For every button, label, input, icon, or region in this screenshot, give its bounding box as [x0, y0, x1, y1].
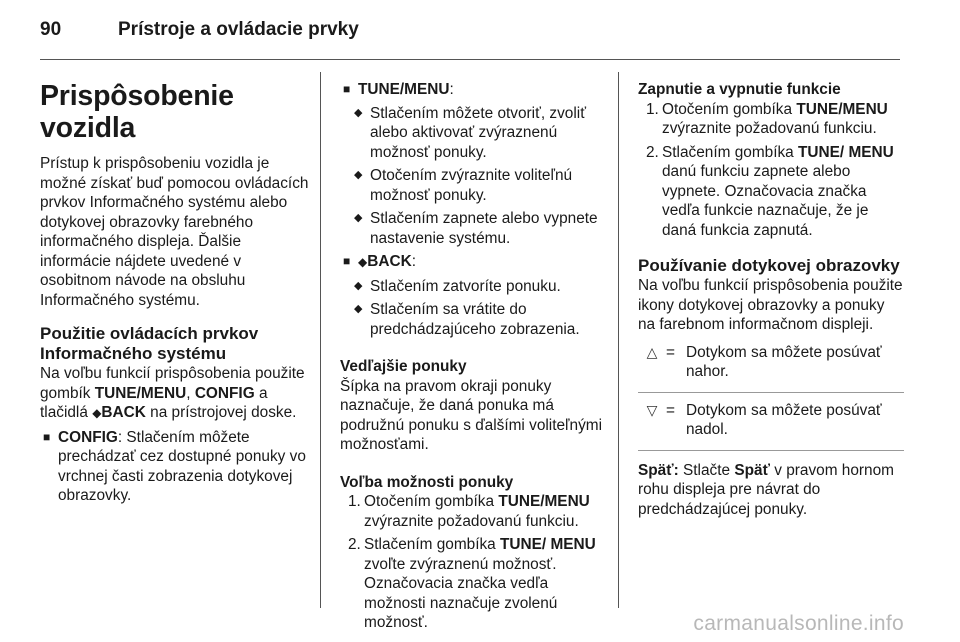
- tune-item-text: Stlačením zapnete alebo vypnete nastavenie systému.: [370, 210, 598, 247]
- intro-paragraph: Prístup k prispôsobeniu vozidla je možné získať buď pomocou ovládacích prvkov Informačného systému alebo dotykovej obrazovky farebného informačného displeja. Ďalšie informácie nájdete uvedené v osobitnom návode na obsluhu Informačného systému.: [40, 155, 309, 309]
- column-3: [638, 80, 904, 519]
- back-item-text: Stlačením sa vrátite do predchádzajúceho zobrazenia.: [370, 301, 580, 338]
- tune-item: [340, 166, 608, 205]
- step-text: zvýraznite požadovanú funkciu.: [364, 512, 579, 530]
- side-menu-paragraph: Šípka na pravom okraji ponuky naznačuje, že daná ponuka má podružnú ponuku s ďalšími voliteľnými možnosťami.: [340, 377, 603, 453]
- page-header: [40, 18, 359, 42]
- tune-menu-label: TUNE/ MENU: [798, 143, 894, 161]
- diamond-bullet-icon: ◆: [354, 212, 363, 224]
- step-text: zvoľte zvýraznenú možnosť. Označovacia značka vedľa možnosti naznačuje zvolenú možnosť.: [364, 555, 558, 631]
- back-term: Späť: [734, 461, 770, 479]
- toggle-step-1: [638, 100, 904, 139]
- bullet-square-icon: ■: [343, 82, 351, 96]
- tune-item: [340, 209, 608, 248]
- glossary-row-down: [638, 401, 904, 440]
- glossary-divider: [638, 392, 904, 393]
- toggle-heading: Zapnutie a vypnutie funkcie: [638, 81, 841, 98]
- step-text: zvýraznite požadovanú funkciu.: [662, 120, 877, 137]
- bullet-tune-menu: [340, 80, 608, 100]
- controls-text: na prístrojovej doske.: [145, 404, 297, 421]
- diamond-bullet-icon: ◆: [354, 169, 363, 181]
- touch-heading: Používanie dotykovej obrazovky: [638, 256, 900, 275]
- back-label-text: BACK: [101, 404, 146, 421]
- bullet-config-text: : Stlačením môžete prechádzať cez dostupné ponuky vo vrchnej časti zobrazenia dotykovej obrazovky.: [58, 428, 306, 504]
- colon: :: [449, 81, 454, 98]
- step-number: 2.: [348, 536, 361, 553]
- equals-sign: =: [666, 343, 675, 361]
- back-label: [358, 253, 412, 270]
- config-label: CONFIG: [194, 384, 255, 402]
- back-text: v pravom hornom rohu displeja pre návrat do predchádzajúcej ponuky.: [638, 461, 894, 518]
- glossary-row-up: [638, 343, 904, 382]
- tune-menu-label: TUNE/ MENU: [500, 536, 596, 553]
- diamond-bullet-icon: ◆: [354, 279, 363, 292]
- bullet-square-icon: ■: [343, 254, 351, 268]
- back-arrow-icon: ◆: [92, 406, 102, 420]
- watermark: carmanualsonline.info: [693, 612, 904, 635]
- step-number: 1.: [348, 493, 361, 510]
- tune-menu-label: TUNE/MENU: [498, 493, 590, 510]
- page-number: 90: [40, 19, 62, 40]
- bullet-square-icon: ■: [43, 429, 51, 444]
- back-label: [92, 404, 146, 421]
- step-text: danú funkciu zapnete alebo vypnete. Označovacia značka vedľa funkcie naznačuje, že je daná funkcia zapnutá.: [662, 163, 869, 239]
- touch-paragraph: Na voľbu funkcií prispôsobenia použite ikony dotykovej obrazovky a ponuky na farebnom informačnom displeji.: [638, 277, 903, 333]
- header-rule: [40, 59, 900, 60]
- colon: :: [411, 253, 416, 270]
- controls-heading: Použitie ovládacích prvkov Informačného systému: [40, 324, 259, 363]
- back-arrow-icon: ◆: [358, 255, 368, 269]
- step-text: Otočením gombíka: [364, 493, 499, 510]
- back-term-label: Späť:: [638, 461, 679, 479]
- controls-paragraph: [40, 364, 310, 424]
- tune-menu-label: TUNE/MENU: [796, 100, 888, 118]
- chapter-title: Prístroje a ovládacie prvky: [118, 19, 359, 40]
- tune-menu-label: TUNE/MENU: [358, 81, 450, 98]
- step-text: Stlačením gombíka: [662, 143, 799, 161]
- side-menu-heading: Vedľajšie ponuky: [340, 358, 467, 375]
- select-step-2: [340, 535, 608, 633]
- equals-sign: =: [666, 401, 675, 419]
- bullet-config: [40, 428, 310, 506]
- tune-item-text: Stlačením môžete otvoriť, zvoliť alebo aktivovať zvýraznenú možnosť ponuky.: [370, 104, 586, 161]
- select-option-heading: Voľba možnosti ponuky: [340, 473, 514, 491]
- column-divider-2: [618, 72, 619, 608]
- glossary-text: Dotykom sa môžete posúvať nadol.: [686, 401, 882, 438]
- tune-item-text: Otočením zvýraznite voliteľnú možnosť ponuky.: [370, 167, 573, 204]
- diamond-bullet-icon: ◆: [354, 106, 363, 119]
- triangle-down-icon: ▽: [646, 401, 658, 418]
- back-item: [340, 277, 608, 297]
- bullet-config-label: CONFIG: [58, 428, 118, 446]
- back-item-text: Stlačením zatvoríte ponuku.: [370, 277, 561, 295]
- step-text: Otočením gombíka: [662, 100, 797, 118]
- glossary-text: Dotykom sa môžete posúvať nahor.: [686, 343, 882, 380]
- back-label-text: BACK: [367, 253, 412, 270]
- toggle-step-2: [638, 143, 904, 241]
- column-divider-1: [320, 72, 321, 608]
- triangle-up-icon: △: [646, 343, 658, 360]
- back-text: Stlačte: [678, 461, 735, 479]
- step-number: 2.: [646, 143, 659, 161]
- controls-text: a tlačidlá: [40, 384, 268, 421]
- tune-menu-label: TUNE/MENU: [94, 384, 187, 402]
- step-number: 1.: [646, 100, 659, 118]
- column-1: [40, 80, 310, 506]
- back-item: [340, 300, 608, 339]
- section-title: Prispôsobenie vozidla: [40, 80, 234, 144]
- tune-item: [340, 104, 608, 163]
- bullet-back: [340, 252, 608, 273]
- back-paragraph: [638, 461, 904, 520]
- step-text: Stlačením gombíka: [364, 536, 501, 553]
- select-step-1: [340, 492, 608, 531]
- diamond-bullet-icon: ◆: [354, 303, 363, 315]
- column-2: [340, 80, 608, 633]
- controls-text: ,: [186, 384, 195, 402]
- glossary-divider: [638, 450, 904, 451]
- controls-text: Na voľbu funkcií prispôsobenia použite gombík: [40, 365, 305, 402]
